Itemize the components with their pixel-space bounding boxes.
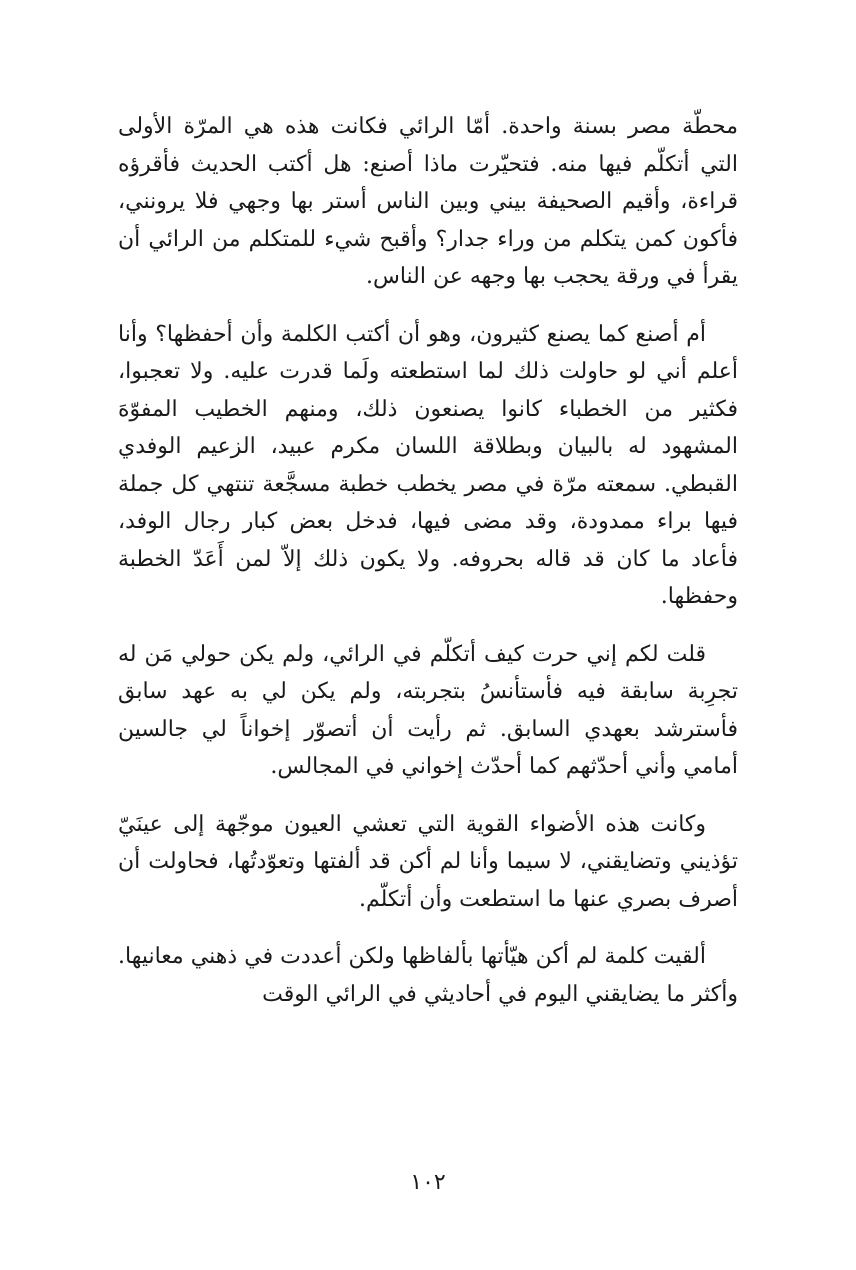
paragraph-3: قلت لكم إني حرت كيف أتكلّم في الرائي، ولم يكن حولي مَن له تجرِبة سابقة فيه فأستأنسُ بتجربته، ولم يكن لي به عهد سابق فأسترشد بعهدي السابق. ثم رأيت أن أتصوّر إخواناً لي جالسين أمامي وأني أحدّثهم كما أحدّث إخواني في المجالس. — [118, 641, 738, 779]
paragraph-4: وكانت هذه الأضواء القوية التي تعشي العيون موجّهة إلى عينَيّ تؤذيني وتضايقني، لا سيما وأنا لم أكن قد ألفتها وتعوّدتُها، فحاولت أن أصرف بصري عنها ما استطعت وأن أتكلّم. — [118, 811, 738, 912]
paragraph-5: ألقيت كلمة لم أكن هيّأتها بألفاظها ولكن أعددت في ذهني معانيها. وأكثر ما يضايقني اليوم في أحاديثي في الرائي الوقت — [118, 944, 738, 1007]
page-body — [118, 108, 738, 1033]
paragraph-1: محطّة مصر بسنة واحدة. أمّا الرائي فكانت هذه هي المرّة الأولى التي أتكلّم فيها منه. فتحيّرت ماذا أصنع: هل أكتب الحديث فأقرؤه قراءة، وأقيم الصحيفة بيني وبين الناس أستر بها وجهي فلا يرونني، فأكون كمن يتكلم من وراء جدار؟ وأقبح شيء للمتكلم من الرائي أن يقرأ في ورقة يحجب بها وجهه عن الناس. — [118, 114, 739, 289]
page-number: ١٠٢ — [410, 1170, 446, 1195]
paragraph-2: أم أصنع كما يصنع كثيرون، وهو أن أكتب الكلمة وأن أحفظها؟ وأنا أعلم أني لو حاولت ذلك لما استطعته ولَما قدرت عليه. ولا تعجبوا، فكثير من الخطباء كانوا يصنعون ذلك، ومنهم الخطيب المفوّهَ المشهود له بالبيان وبطلاقة اللسان مكرم عبيد، الزعيم الوفدي القبطي. سمعته مرّة في مصر يخطب خطبة مسجَّعة تنتهي كل جملة فيها براء ممدودة، وقد مضى فيها، فدخل بعض كبار رجال الوفد، فأعاد ما كان قد قاله بحروفه. ولا يكون ذلك إلاّ لمن أَعَدّ الخطبة وحفظها. — [118, 321, 738, 609]
